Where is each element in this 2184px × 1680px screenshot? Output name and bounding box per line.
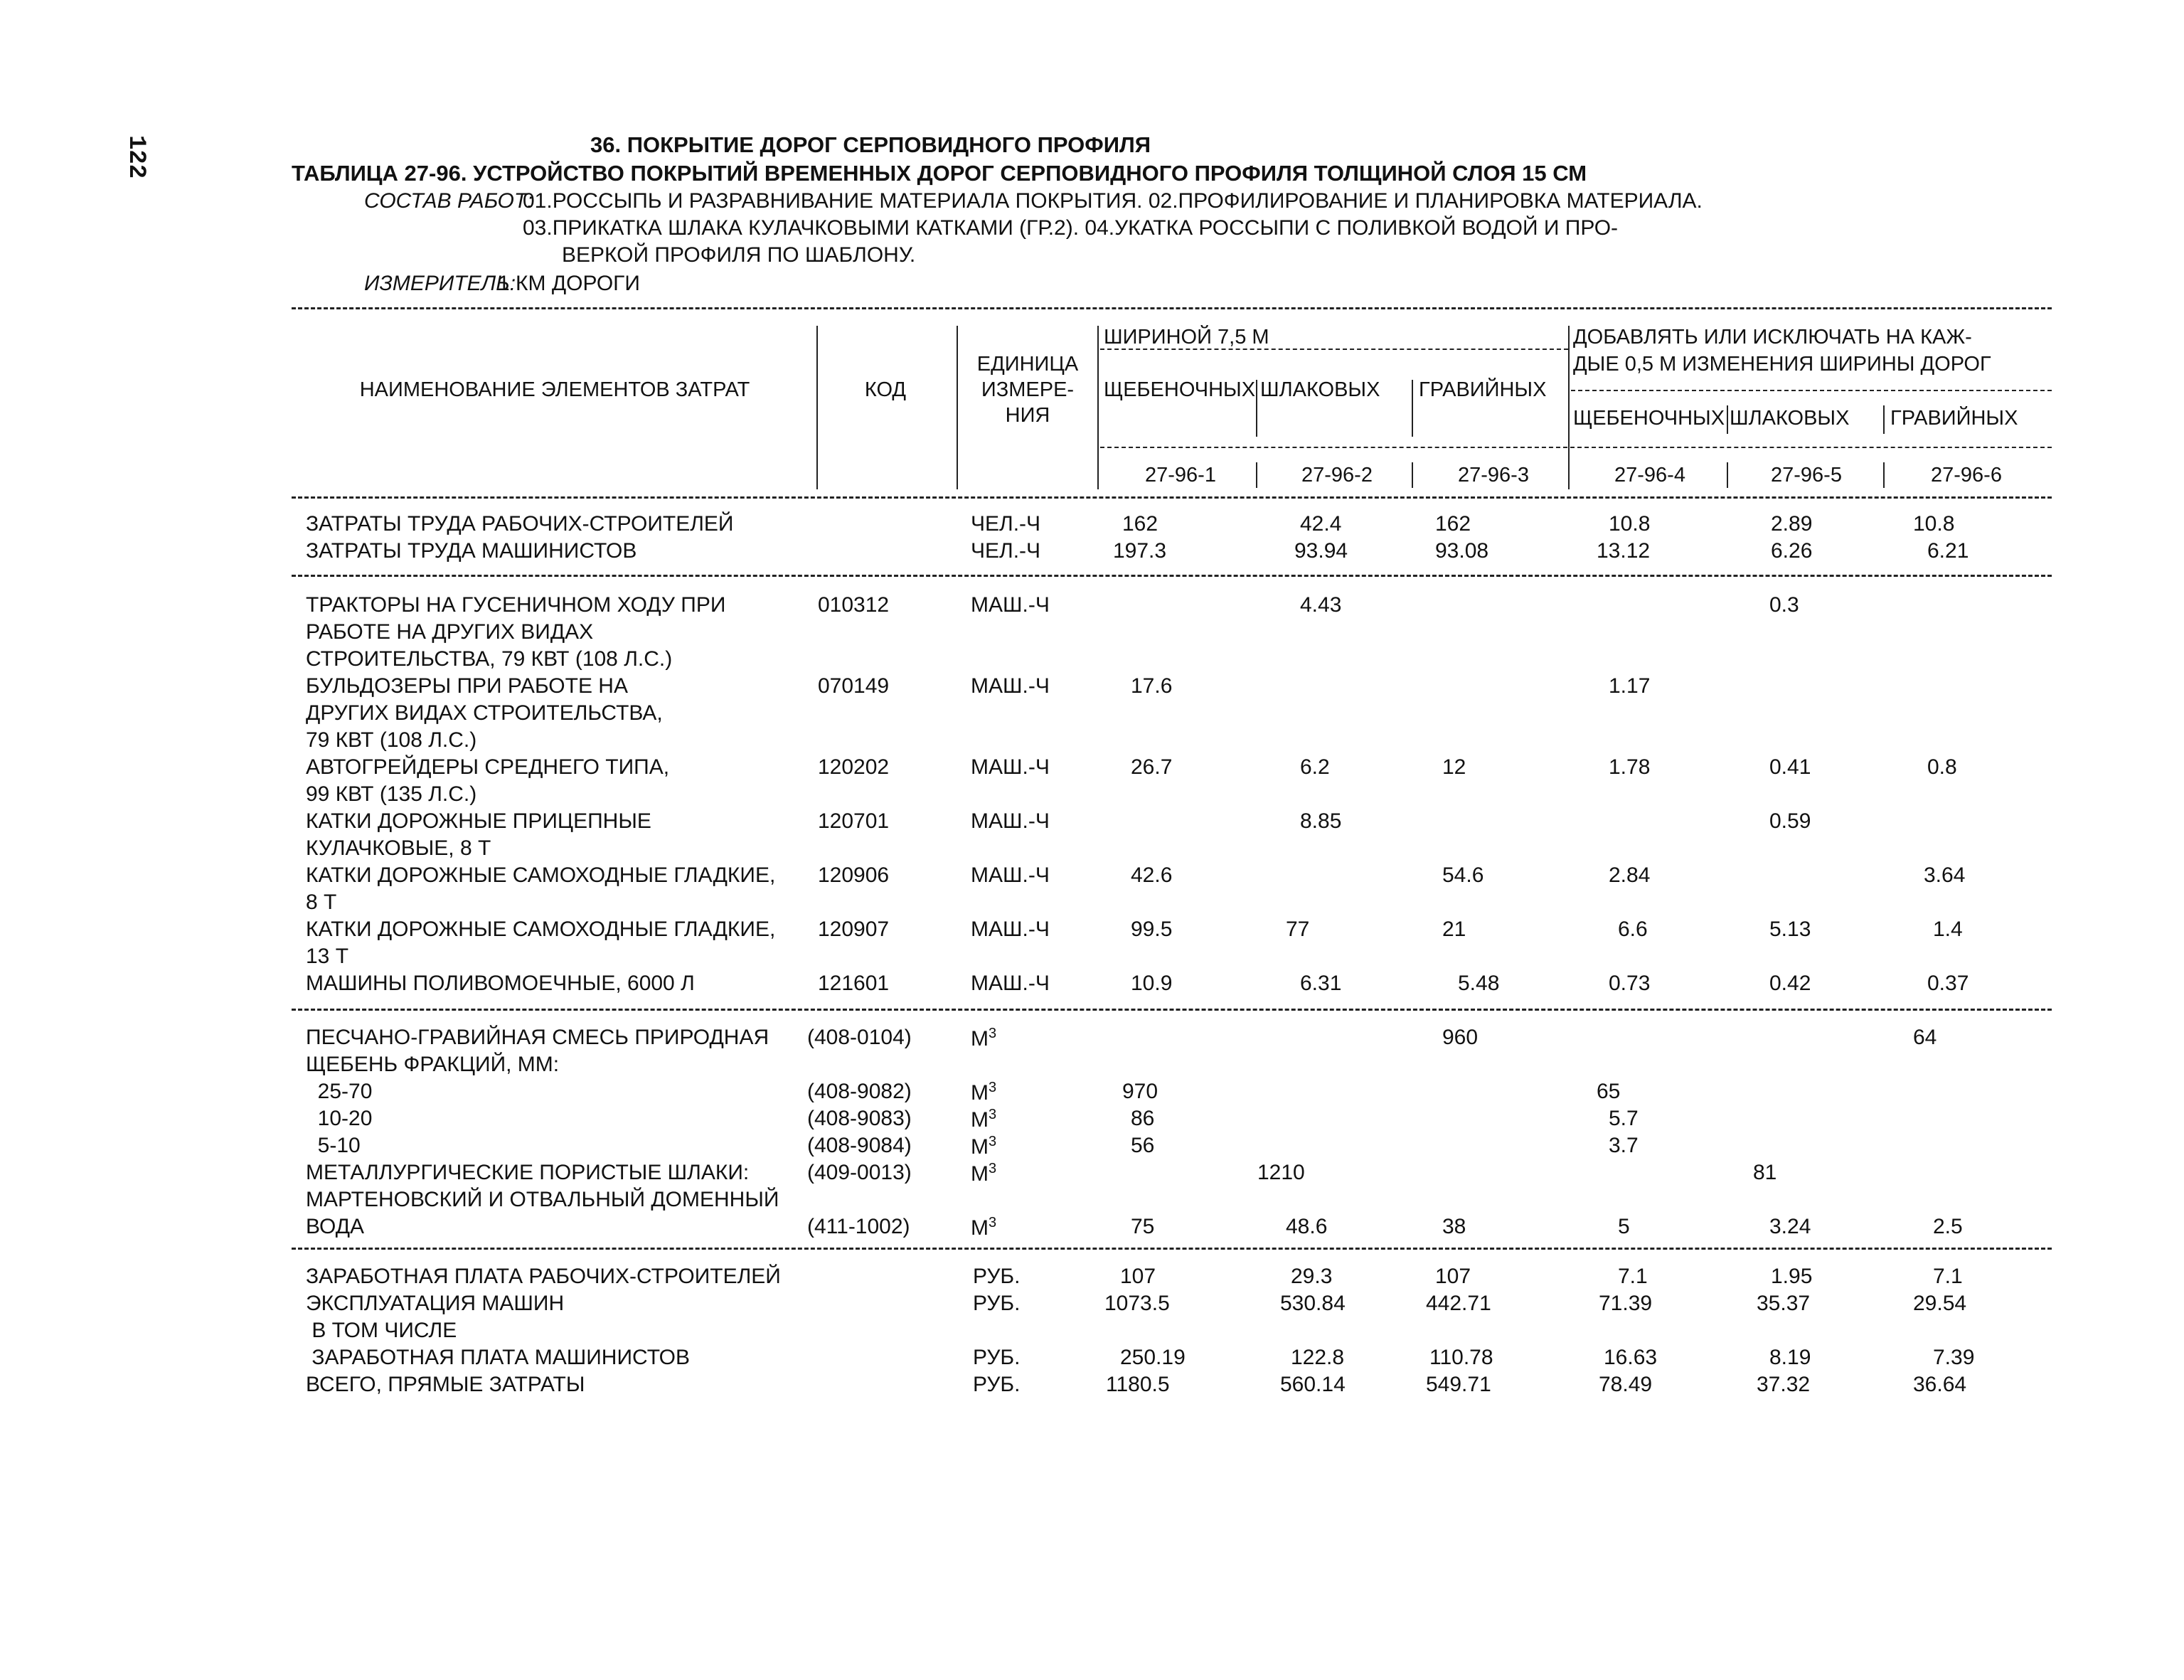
value-cell: 7.1	[1933, 1265, 1963, 1288]
machine-unit: МАШ.-Ч	[971, 863, 1050, 887]
value-cell: 93.08	[1435, 539, 1489, 563]
col-divider	[1727, 405, 1728, 434]
work-line-1: 01.РОССЫПЬ И РАЗРАВНИВАНИЕ МАТЕРИАЛА ПОКРЫТИЯ. 02.ПРОФИЛИРОВАНИЕ И ПЛАНИРОВКА МАТЕРИАЛА.	[523, 189, 1703, 213]
cost-name: ЭКСПЛУАТАЦИЯ МАШИН	[306, 1292, 565, 1315]
value-cell: 38	[1442, 1215, 1466, 1238]
value-cell: 21	[1442, 918, 1466, 941]
value-cell: 0.3	[1769, 593, 1799, 617]
work-label: СОСТАВ РАБОТ:	[364, 189, 533, 213]
value-cell: 1.95	[1771, 1265, 1813, 1288]
column-code-4: 27-96-4	[1614, 464, 1685, 487]
cost-name: ВСЕГО, ПРЯМЫЕ ЗАТРАТЫ	[306, 1373, 585, 1396]
value-cell: 122.8	[1291, 1346, 1345, 1369]
cost-unit: РУБ.	[973, 1292, 1021, 1315]
measure-value: 1 КМ ДОРОГИ	[498, 272, 640, 295]
machine-unit: МАШ.-Ч	[971, 972, 1050, 995]
machine-name: КАТКИ ДОРОЖНЫЕ ПРИЦЕПНЫЕ	[306, 809, 651, 833]
header-unit-2: ИЗМЕРЕ-	[981, 378, 1075, 401]
value-cell: 107	[1435, 1265, 1471, 1288]
material-name: 5-10	[306, 1134, 361, 1157]
column-code-6: 27-96-6	[1931, 464, 2002, 487]
labor-name: ЗАТРАТЫ ТРУДА РАБОЧИХ-СТРОИТЕЛЕЙ	[306, 512, 734, 536]
machine-name: КУЛАЧКОВЫЕ, 8 Т	[306, 836, 491, 860]
value-cell: 442.71	[1426, 1292, 1491, 1315]
header-sub-3: ГРАВИЙНЫХ	[1419, 378, 1547, 401]
value-cell: 6.2	[1300, 755, 1330, 779]
value-cell: 64	[1913, 1026, 1937, 1049]
value-cell: 93.94	[1294, 539, 1348, 563]
machine-unit: МАШ.-Ч	[971, 593, 1050, 617]
column-code-2: 27-96-2	[1301, 464, 1373, 487]
value-cell: 10.8	[1609, 512, 1651, 536]
col-divider	[1568, 326, 1570, 489]
material-code: (408-9082)	[807, 1080, 912, 1103]
header-sub-6: ГРАВИЙНЫХ	[1890, 407, 2018, 430]
material-unit: $М^3$	[971, 1080, 997, 1105]
header-unit-3: НИЯ	[1005, 404, 1050, 427]
material-name: МЕТАЛЛУРГИЧЕСКИЕ ПОРИСТЫЕ ШЛАКИ:	[306, 1161, 750, 1184]
machine-name: ТРАКТОРЫ НА ГУСЕНИЧНОМ ХОДУ ПРИ	[306, 593, 726, 617]
value-cell: 7.1	[1618, 1265, 1648, 1288]
rule-header-bottom	[292, 496, 2052, 499]
value-cell: 4.43	[1300, 593, 1342, 617]
value-cell: 2.89	[1771, 512, 1813, 536]
value-cell: 2.5	[1933, 1215, 1963, 1238]
machine-name: МАШИНЫ ПОЛИВОМОЕЧНЫЕ, 6000 Л	[306, 972, 695, 995]
labor-name: ЗАТРАТЫ ТРУДА МАШИНИСТОВ	[306, 539, 637, 563]
value-cell: 42.6	[1131, 863, 1173, 887]
value-cell: 1.78	[1609, 755, 1651, 779]
header-name: НАИМЕНОВАНИЕ ЭЛЕМЕНТОВ ЗАТРАТ	[359, 378, 750, 401]
cost-name: ЗАРАБОТНАЯ ПЛАТА МАШИНИСТОВ	[306, 1346, 691, 1369]
machine-unit: МАШ.-Ч	[971, 755, 1050, 779]
machine-code: 120701	[818, 809, 890, 833]
value-cell: 6.26	[1771, 539, 1813, 563]
machine-name: БУЛЬДОЗЕРЫ ПРИ РАБОТЕ НА	[306, 674, 628, 698]
value-cell: 1.4	[1933, 918, 1963, 941]
rule	[292, 1009, 2052, 1011]
value-cell: 78.49	[1599, 1373, 1653, 1396]
value-cell: 26.7	[1131, 755, 1173, 779]
machine-name: КАТКИ ДОРОЖНЫЕ САМОХОДНЫЕ ГЛАДКИЕ,	[306, 918, 776, 941]
value-cell: 99.5	[1131, 918, 1173, 941]
machine-code: 120906	[818, 863, 890, 887]
machine-name: КАТКИ ДОРОЖНЫЕ САМОХОДНЫЕ ГЛАДКИЕ,	[306, 863, 776, 887]
value-cell: 42.4	[1300, 512, 1342, 536]
machine-name: 13 Т	[306, 945, 349, 968]
value-cell: 0.41	[1769, 755, 1811, 779]
value-cell: 35.37	[1757, 1292, 1811, 1315]
value-cell: 5.7	[1609, 1107, 1639, 1130]
value-cell: 3.24	[1769, 1215, 1811, 1238]
col-divider	[1097, 326, 1099, 489]
value-cell: 1180.5	[1106, 1373, 1170, 1396]
value-cell: 110.78	[1429, 1346, 1493, 1369]
cost-unit: РУБ.	[973, 1346, 1021, 1369]
column-code-3: 27-96-3	[1458, 464, 1529, 487]
value-cell: 36.64	[1913, 1373, 1967, 1396]
labor-unit: ЧЕЛ.-Ч	[971, 539, 1041, 563]
machine-name: СТРОИТЕЛЬСТВА, 79 КВТ (108 Л.С.)	[306, 647, 673, 671]
material-name: 25-70	[306, 1080, 373, 1103]
material-name: ЩЕБЕНЬ ФРАКЦИЙ, ММ:	[306, 1053, 560, 1076]
value-cell: 16.63	[1604, 1346, 1658, 1369]
value-cell: 48.6	[1286, 1215, 1328, 1238]
value-cell: 75	[1131, 1215, 1155, 1238]
header-sub-1: ЩЕБЕНОЧНЫХ	[1104, 378, 1256, 401]
header-group-1: ШИРИНОЙ 7,5 М	[1104, 326, 1269, 349]
value-cell: 10.8	[1913, 512, 1955, 536]
value-cell: 1210	[1257, 1161, 1305, 1184]
section-title: 36. ПОКРЫТИЕ ДОРОГ СЕРПОВИДНОГО ПРОФИЛЯ	[590, 132, 1151, 157]
header-group-2-line-2: ДЫЕ 0,5 М ИЗМЕНЕНИЯ ШИРИНЫ ДОРОГ	[1573, 353, 1991, 376]
col-divider	[1727, 462, 1728, 488]
header-rule	[1571, 390, 2052, 391]
value-cell: 3.64	[1924, 863, 1966, 887]
machine-code: 120907	[818, 918, 890, 941]
value-cell: 7.39	[1933, 1346, 1975, 1369]
value-cell: 37.32	[1757, 1373, 1811, 1396]
column-code-5: 27-96-5	[1771, 464, 1842, 487]
header-unit-1: ЕДИНИЦА	[976, 353, 1079, 376]
machine-code: 121601	[818, 972, 890, 995]
material-code: (408-9083)	[807, 1107, 912, 1130]
column-code-1: 27-96-1	[1145, 464, 1216, 487]
value-cell: 56	[1131, 1134, 1155, 1157]
machine-code: 070149	[818, 674, 890, 698]
labor-unit: ЧЕЛ.-Ч	[971, 512, 1041, 536]
value-cell: 65	[1597, 1080, 1621, 1103]
col-divider	[1256, 462, 1257, 488]
value-cell: 5.48	[1458, 972, 1500, 995]
cost-name: В ТОМ ЧИСЛЕ	[306, 1319, 457, 1342]
value-cell: 162	[1435, 512, 1471, 536]
value-cell: 197.3	[1113, 539, 1167, 563]
col-divider	[1412, 462, 1413, 488]
col-divider	[1256, 380, 1257, 437]
value-cell: 549.71	[1426, 1373, 1491, 1396]
value-cell: 1073.5	[1104, 1292, 1170, 1315]
value-cell: 1.17	[1609, 674, 1651, 698]
value-cell: 0.59	[1769, 809, 1811, 833]
header-group-2-line-1: ДОБАВЛЯТЬ ИЛИ ИСКЛЮЧАТЬ НА КАЖ-	[1573, 326, 1972, 349]
value-cell: 0.73	[1609, 972, 1651, 995]
machine-name: РАБОТЕ НА ДРУГИХ ВИДАХ	[306, 620, 594, 644]
machine-unit: МАШ.-Ч	[971, 918, 1050, 941]
value-cell: 77	[1286, 918, 1310, 941]
value-cell: 970	[1122, 1080, 1158, 1103]
value-cell: 29.54	[1913, 1292, 1967, 1315]
header-sub-2: ШЛАКОВЫХ	[1260, 378, 1380, 401]
material-code: (408-0104)	[807, 1026, 912, 1049]
value-cell: 10.9	[1131, 972, 1173, 995]
machine-name: АВТОГРЕЙДЕРЫ СРЕДНЕГО ТИПА,	[306, 755, 670, 779]
value-cell: 3.7	[1609, 1134, 1639, 1157]
machine-name: ДРУГИХ ВИДАХ СТРОИТЕЛЬСТВА,	[306, 701, 663, 725]
material-unit: $М^3$	[971, 1161, 997, 1186]
value-cell: 29.3	[1291, 1265, 1333, 1288]
material-code: (409-0013)	[807, 1161, 912, 1184]
measure-label: ИЗМЕРИТЕЛЬ:	[364, 272, 516, 295]
value-cell: 6.21	[1927, 539, 1969, 563]
rule	[292, 575, 2052, 577]
value-cell: 6.6	[1618, 918, 1648, 941]
material-code: (411-1002)	[807, 1215, 910, 1238]
value-cell: 8.19	[1769, 1346, 1811, 1369]
value-cell: 17.6	[1131, 674, 1173, 698]
machine-unit: МАШ.-Ч	[971, 809, 1050, 833]
material-name: ПЕСЧАНО-ГРАВИЙНАЯ СМЕСЬ ПРИРОДНАЯ	[306, 1026, 769, 1049]
col-divider	[1883, 462, 1885, 488]
value-cell: 13.12	[1597, 539, 1651, 563]
material-name: ВОДА	[306, 1215, 365, 1238]
col-divider	[816, 326, 818, 489]
material-unit: $М^3$	[971, 1215, 997, 1240]
value-cell: 71.39	[1599, 1292, 1653, 1315]
material-name: 10-20	[306, 1107, 373, 1130]
header-sub-5: ШЛАКОВЫХ	[1730, 407, 1850, 430]
material-unit: $М^3$	[971, 1026, 997, 1051]
header-rule	[1100, 447, 2052, 448]
value-cell: 2.84	[1609, 863, 1651, 887]
value-cell: 250.19	[1120, 1346, 1186, 1369]
value-cell: 81	[1753, 1161, 1777, 1184]
work-line-3: ВЕРКОЙ ПРОФИЛЯ ПО ШАБЛОНУ.	[562, 243, 916, 267]
value-cell: 6.31	[1300, 972, 1342, 995]
cost-unit: РУБ.	[973, 1265, 1021, 1288]
col-divider	[1412, 380, 1413, 437]
value-cell: 530.84	[1280, 1292, 1346, 1315]
machine-code: 010312	[818, 593, 890, 617]
table-title: ТАБЛИЦА 27-96. УСТРОЙСТВО ПОКРЫТИЙ ВРЕМЕННЫХ ДОРОГ СЕРПОВИДНОГО ПРОФИЛЯ ТОЛЩИНОЙ СЛОЯ 15 СМ	[292, 161, 1587, 186]
value-cell: 560.14	[1280, 1373, 1346, 1396]
material-name: МАРТЕНОВСКИЙ И ОТВАЛЬНЫЙ ДОМЕННЫЙ	[306, 1188, 779, 1211]
value-cell: 5.13	[1769, 918, 1811, 941]
machine-code: 120202	[818, 755, 890, 779]
col-divider	[1883, 405, 1885, 434]
cost-unit: РУБ.	[973, 1373, 1021, 1396]
material-unit: $М^3$	[971, 1134, 997, 1159]
value-cell: 8.85	[1300, 809, 1342, 833]
machine-name: 79 КВТ (108 Л.С.)	[306, 728, 477, 752]
machine-unit: МАШ.-Ч	[971, 674, 1050, 698]
machine-name: 99 КВТ (135 Л.С.)	[306, 782, 477, 806]
col-divider	[957, 326, 958, 489]
value-cell: 86	[1131, 1107, 1155, 1130]
page-number: 122	[122, 135, 149, 179]
material-code: (408-9084)	[807, 1134, 912, 1157]
work-line-2: 03.ПРИКАТКА ШЛАКА КУЛАЧКОВЫМИ КАТКАМИ (ГР.2). 04.УКАТКА РОССЫПИ С ПОЛИВКОЙ ВОДОЙ И ПРО-	[523, 216, 1619, 240]
value-cell: 0.42	[1769, 972, 1811, 995]
cost-name: ЗАРАБОТНАЯ ПЛАТА РАБОЧИХ-СТРОИТЕЛЕЙ	[306, 1265, 781, 1288]
value-cell: 12	[1442, 755, 1466, 779]
machine-name: 8 Т	[306, 890, 337, 914]
value-cell: 0.8	[1927, 755, 1957, 779]
header-code: КОД	[864, 378, 907, 401]
material-unit: $М^3$	[971, 1107, 997, 1132]
value-cell: 0.37	[1927, 972, 1969, 995]
value-cell: 54.6	[1442, 863, 1484, 887]
value-cell: 5	[1618, 1215, 1630, 1238]
rule	[292, 1248, 2052, 1250]
rule-top	[292, 307, 2052, 309]
value-cell: 162	[1122, 512, 1158, 536]
value-cell: 107	[1120, 1265, 1156, 1288]
header-sub-4: ЩЕБЕНОЧНЫХ	[1573, 407, 1725, 430]
value-cell: 960	[1442, 1026, 1479, 1049]
